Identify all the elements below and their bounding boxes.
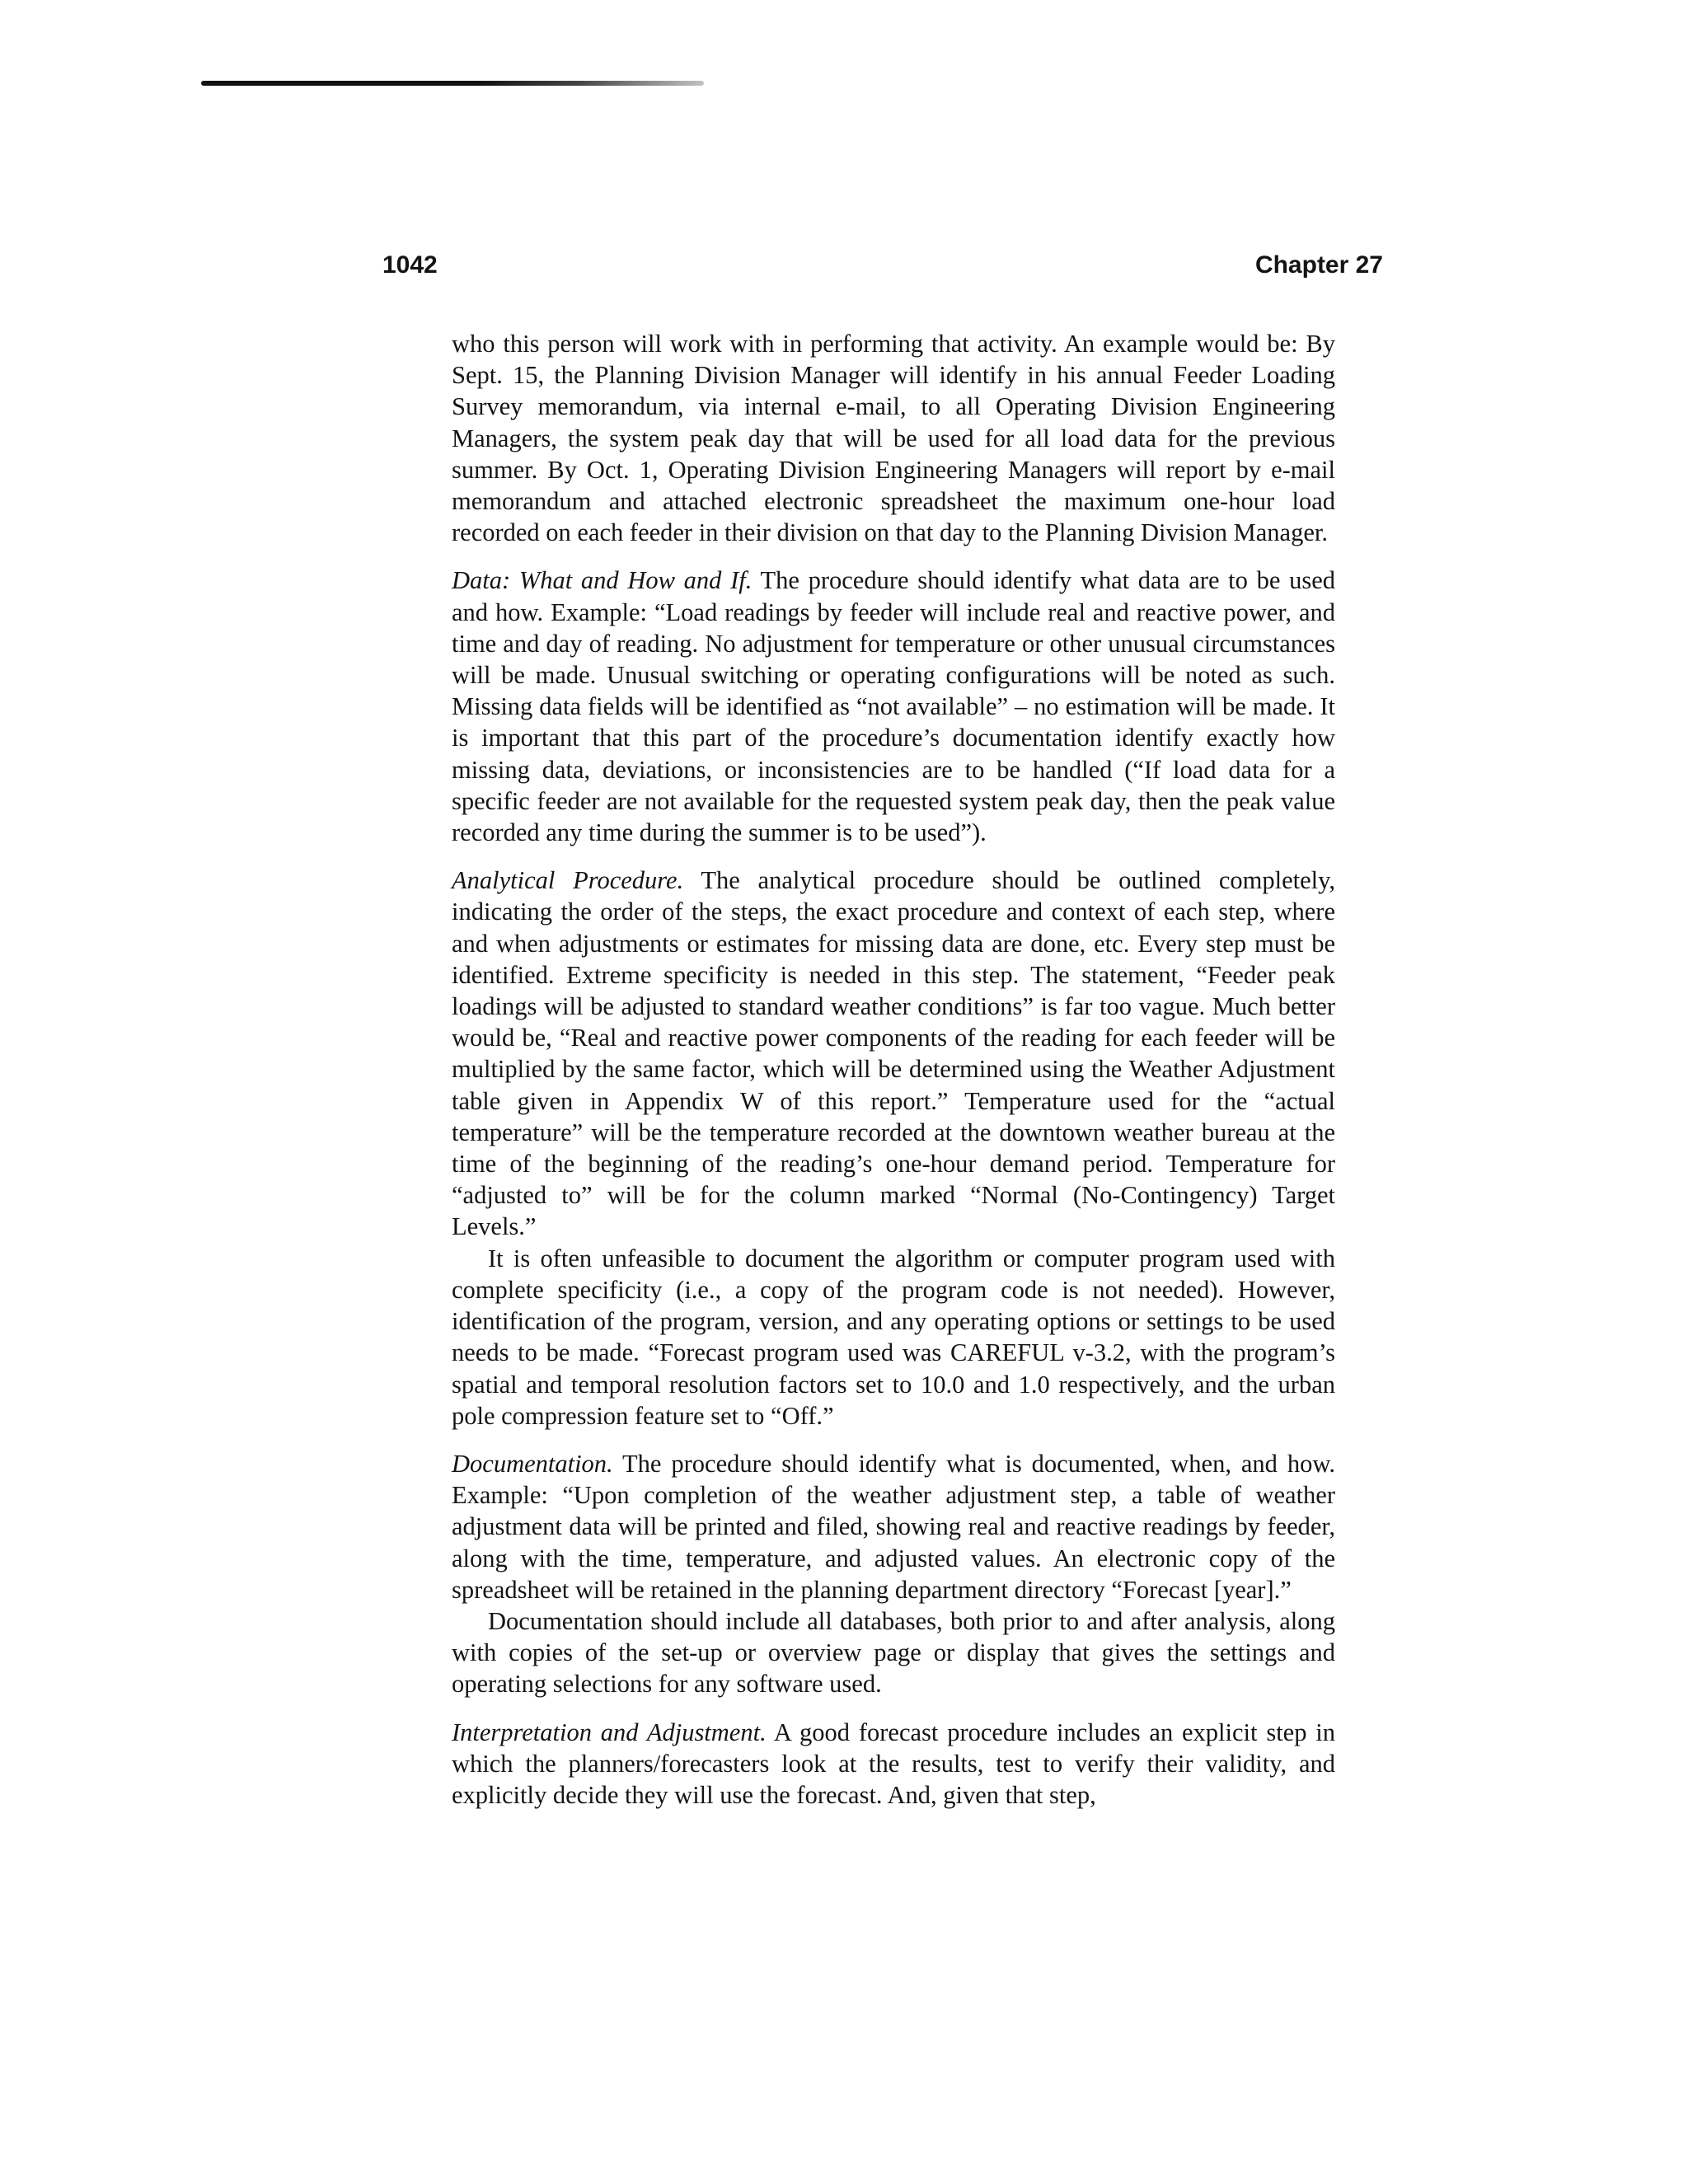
scan-top-rule (201, 81, 704, 86)
paragraph-text: It is often unfeasible to document the algorithm or computer program used with complete specificity (i.e., a copy of the program code is not needed). However, identification of the program, version, and any operating options or settings to be used needs to be made. “Forecast program used was CAREFUL v-3.2, with the program’s spatial and temporal resolution factors set to 10.0 and 1.0 respectively, and the urban pole compression feature set to “Off.” (452, 1244, 1335, 1430)
chapter-label: Chapter 27 (1254, 251, 1383, 279)
paragraph-text: Documentation should include all databases, both prior to and after analysis, along with copies of the set-up or overview page or display that gives the settings and operating selections for any software used. (452, 1606, 1335, 1699)
paragraph-documentation-databases (452, 1605, 1335, 1700)
paragraph-analytical-procedure (452, 865, 1335, 1242)
running-head (382, 247, 1383, 284)
paragraph-text: A good forecast procedure includes an explicit step in which the planners/forecasters look at the results, test to verify their validity, and explicitly decide they will use the forecast. And, given that step, (452, 1718, 1336, 1809)
body-text (452, 328, 1335, 1811)
paragraph-program-specificity (452, 1243, 1335, 1432)
paragraph-interpretation-adjustment (452, 1717, 1335, 1811)
paragraph-text: The procedure should identify what is documented, when, and how. Example: “Upon completion of the weather adjustment step, a table of weather adjustment data will be printed and filed, showing real and reactive readings by feeder, along with the time, temperature, and adjusted values. An electronic copy of the spreadsheet will be retained in the planning department directory “Forecast [year].” (452, 1449, 1335, 1604)
run-in-heading: Analytical Procedure. (452, 866, 684, 895)
paragraph-text: who this person will work with in performing that activity. An example would be: By Sept. 15, the Planning Division Manager will identify in his annual Feeder Loading Survey memorandum, via internal e-mail, to all Operating Division Engineering Managers, the system peak day that will be used for all load data for the previous summer. By Oct. 1, Operating Division Engineering Managers will report by e-mail memorandum and attached electronic spreadsheet the maximum one-hour load recorded on each feeder in their division on that day to the Planning Division Manager. (452, 330, 1335, 547)
paragraph-text: The procedure should identify what data are to be used and how. Example: “Load readings by feeder will include real and reactive power, and time and day of reading. No adjustment for temperature or other unusual circumstances will be made. Unusual switching or operating configurations will be noted as such. Missing data fields will be identified as “not available” – no estimation will be made. It is important that this part of the procedure’s documentation identify exactly how missing data, deviations, or inconsistencies are to be handled (“If load data for a specific feeder are not available for the requested system peak day, then the peak value recorded any time during the summer is to be used”). (452, 566, 1335, 847)
paragraph-text: The analytical procedure should be outlined completely, indicating the order of the steps, the exact procedure and context of each step, where and when adjustments or estimates for missing data are done, etc. Every step must be identified. Extreme specificity is needed in this step. The statement, “Feeder peak loadings will be adjusted to standard weather conditions” is far too vague. Much better would be, “Real and reactive power components of the reading for each feeder will be multiplied by the same factor, which will be determined using the Weather Adjustment table given in Appendix W of this report.” Temperature used for the “actual temperature” will be the temperature recorded at the downtown weather bureau at the time of the beginning of the reading’s one-hour demand period. Temperature for “adjusted to” will be for the column marked “Normal (No-Contingency) Target Levels.” (452, 866, 1335, 1241)
run-in-heading: Data: What and How and If. (452, 566, 753, 595)
run-in-heading: Documentation. (452, 1449, 613, 1478)
page-number: 1042 (382, 251, 438, 279)
paragraph-continuation (452, 328, 1335, 548)
paragraph-data-what-how-if (452, 565, 1335, 848)
run-in-heading: Interpretation and Adjustment. (452, 1718, 767, 1746)
paragraph-documentation (452, 1448, 1335, 1605)
